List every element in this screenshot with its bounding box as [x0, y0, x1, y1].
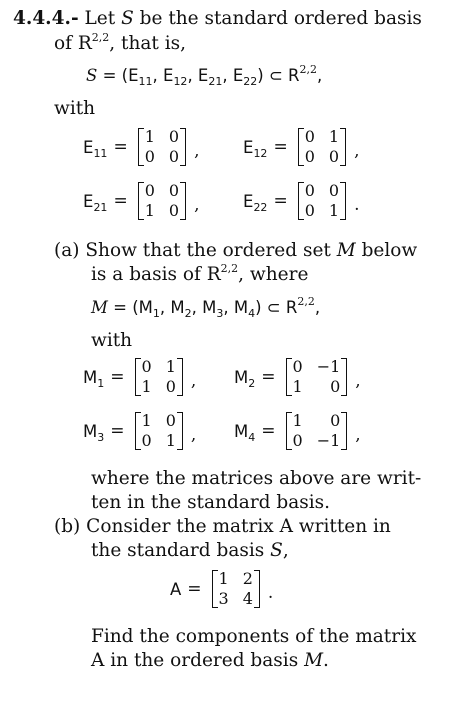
punctuation: ,	[354, 141, 360, 161]
part-tag: (a)	[54, 240, 80, 261]
with-label: with	[54, 98, 96, 119]
matrix-cell: 0	[168, 201, 180, 220]
matrix-label	[83, 421, 105, 444]
equals-sign: =	[273, 191, 288, 211]
matrix-label	[243, 191, 268, 214]
matrix-label	[83, 191, 108, 214]
text: Consider the matrix A written in	[86, 516, 391, 537]
matrix-cell: 0	[304, 181, 315, 200]
subscript: 3	[216, 307, 224, 320]
matrix-bracket	[138, 128, 186, 166]
matrix-bracket	[298, 182, 346, 220]
label: M	[83, 367, 98, 387]
matrix-cell: 0	[328, 181, 340, 200]
matrix-bracket	[135, 358, 183, 396]
with-label: with	[91, 330, 133, 351]
subscript: 4	[248, 307, 256, 320]
matrix-label	[234, 421, 256, 444]
text: is a basis of R	[91, 264, 221, 285]
matrix-cell: 0	[165, 411, 176, 430]
matrix-M3	[83, 412, 196, 450]
punctuation: ,	[355, 371, 361, 391]
matrix-cell: 1	[218, 569, 229, 588]
header-text: be the standard ordered basis	[139, 8, 422, 29]
label: M	[234, 367, 249, 387]
subscript: 11	[93, 146, 108, 160]
text: , M	[223, 298, 249, 317]
matrix-bracket	[298, 128, 346, 166]
equals-sign: =	[102, 66, 117, 85]
subscript: 22	[253, 200, 268, 214]
matrix-cell: 1	[141, 377, 152, 396]
matrix-E12	[243, 128, 359, 166]
matrix-cell: 1	[144, 127, 155, 146]
matrix-bracket	[135, 412, 183, 450]
basis-symbol: M	[336, 240, 356, 261]
matrix-bracket	[286, 412, 348, 450]
matrix-cell: 0	[328, 147, 340, 166]
subscript: 21	[93, 200, 108, 214]
part-a-note-line1: where the matrices above are writ-	[91, 468, 422, 489]
matrix-cell: 0	[168, 127, 180, 146]
matrix-cell: 0	[144, 147, 155, 166]
matrix-cell: 1	[328, 127, 340, 146]
matrix-cell: 0	[292, 431, 303, 450]
text: A in the ordered basis	[91, 650, 299, 671]
matrix-cell: 0	[330, 411, 341, 430]
part-a-line2	[91, 264, 308, 285]
superscript: 2,2	[91, 31, 110, 44]
subscript: 11	[138, 75, 153, 88]
label: E	[83, 137, 94, 157]
matrix-cell: 0	[304, 127, 315, 146]
punctuation: ,	[194, 141, 200, 161]
subscript: 2	[184, 307, 192, 320]
matrix-cell: 0	[141, 431, 152, 450]
matrix-cell: 0	[168, 181, 180, 200]
matrix-label	[234, 367, 256, 390]
subscript: 22	[243, 75, 258, 88]
matrix-cell: 0	[144, 181, 155, 200]
header-text: Let	[84, 8, 116, 29]
text: (E	[121, 66, 139, 85]
problem-header-line1	[13, 8, 422, 29]
text: = (M	[107, 298, 153, 317]
equals-sign: =	[261, 421, 276, 441]
matrix-cell: 3	[218, 589, 229, 608]
matrix-M2	[234, 358, 361, 396]
text: , M	[191, 298, 217, 317]
equals-sign: =	[110, 421, 125, 441]
matrix-bracket	[286, 358, 348, 396]
basis-definition	[86, 63, 323, 88]
matrix-cell: 0	[304, 147, 315, 166]
matrix-cell: −1	[316, 357, 341, 376]
text: ,	[317, 66, 323, 85]
punctuation: ,	[194, 195, 200, 215]
matrix-M4	[234, 412, 361, 450]
part-a-line1	[54, 240, 417, 261]
basis-M-definition	[91, 295, 321, 320]
matrix-cell: 2	[242, 569, 253, 588]
matrix-cell: 4	[242, 589, 253, 608]
subscript: 2	[248, 376, 256, 390]
subscript: 1	[97, 376, 105, 390]
matrix-M1	[83, 358, 196, 396]
matrix-cell: 0	[330, 377, 341, 396]
matrix-E21	[83, 182, 199, 220]
punctuation: .	[267, 583, 274, 603]
text: ) ⊂ R	[255, 298, 298, 317]
part-b-line1	[54, 516, 391, 537]
text: the standard basis	[91, 540, 265, 561]
text: , E	[222, 66, 244, 85]
matrix-label	[243, 137, 268, 160]
part-b-line3: Find the components of the matrix	[91, 626, 417, 647]
text: Show that the ordered set	[85, 240, 331, 261]
header-text: , that is,	[109, 33, 187, 54]
matrix-bracket	[212, 570, 260, 608]
punctuation: ,	[355, 425, 361, 445]
matrix-cell: 1	[165, 431, 176, 450]
part-a-note-line2: ten in the standard basis.	[91, 492, 331, 513]
subscript: 12	[253, 146, 268, 160]
punctuation: .	[354, 195, 360, 215]
text: , E	[187, 66, 209, 85]
matrix-cell: 0	[141, 357, 152, 376]
matrix-label	[83, 367, 105, 390]
matrix-cell: 0	[292, 357, 303, 376]
punctuation: ,	[190, 371, 197, 391]
matrix-cell: 1	[292, 377, 303, 396]
equals-sign: =	[110, 367, 125, 387]
matrix-cell: 0	[304, 201, 315, 220]
subscript: 3	[97, 430, 105, 444]
part-b-line4	[91, 650, 329, 671]
matrix-cell: −1	[316, 431, 341, 450]
superscript: 2,2	[220, 262, 239, 275]
text: ,	[282, 540, 289, 561]
text: .	[323, 650, 329, 671]
subscript: 21	[208, 75, 223, 88]
text: , E	[152, 66, 174, 85]
header-text: of R	[54, 33, 92, 54]
matrix-label: A	[170, 579, 182, 599]
matrix-label	[83, 137, 108, 160]
matrix-cell: 1	[328, 201, 340, 220]
subscript: 12	[173, 75, 188, 88]
basis-symbol: S	[270, 540, 283, 561]
matrix-A	[170, 570, 273, 608]
basis-symbol: S	[86, 66, 98, 85]
equals-sign: =	[113, 137, 128, 157]
text: , M	[159, 298, 185, 317]
basis-symbol: S	[121, 8, 134, 29]
text: ) ⊂ R	[257, 66, 300, 85]
superscript: 2,2	[299, 63, 317, 76]
label: M	[234, 421, 249, 441]
equals-sign: =	[187, 579, 202, 599]
matrix-cell: 0	[165, 377, 176, 396]
problem-header-line2	[54, 33, 186, 54]
label: E	[243, 191, 254, 211]
matrix-E22	[243, 182, 359, 220]
subscript: 1	[152, 307, 160, 320]
equals-sign: =	[113, 191, 128, 211]
basis-symbol: M	[304, 650, 324, 671]
matrix-cell: 1	[141, 411, 152, 430]
punctuation: ,	[190, 425, 197, 445]
basis-symbol: M	[91, 298, 108, 317]
matrix-E11	[83, 128, 199, 166]
equals-sign: =	[261, 367, 276, 387]
matrix-cell: 1	[165, 357, 176, 376]
subscript: 4	[248, 430, 256, 444]
matrix-cell: 1	[292, 411, 303, 430]
text: , where	[238, 264, 309, 285]
superscript: 2,2	[297, 295, 315, 308]
label: E	[83, 191, 94, 211]
part-tag: (b)	[54, 516, 81, 537]
label: E	[243, 137, 254, 157]
label: M	[83, 421, 98, 441]
matrix-cell: 0	[168, 147, 180, 166]
matrix-cell: 1	[144, 201, 155, 220]
matrix-bracket	[138, 182, 186, 220]
part-b-line2	[91, 540, 289, 561]
text: ,	[314, 298, 321, 317]
equals-sign: =	[273, 137, 288, 157]
text: below	[361, 240, 418, 261]
problem-number: 4.4.4.-	[13, 8, 79, 29]
